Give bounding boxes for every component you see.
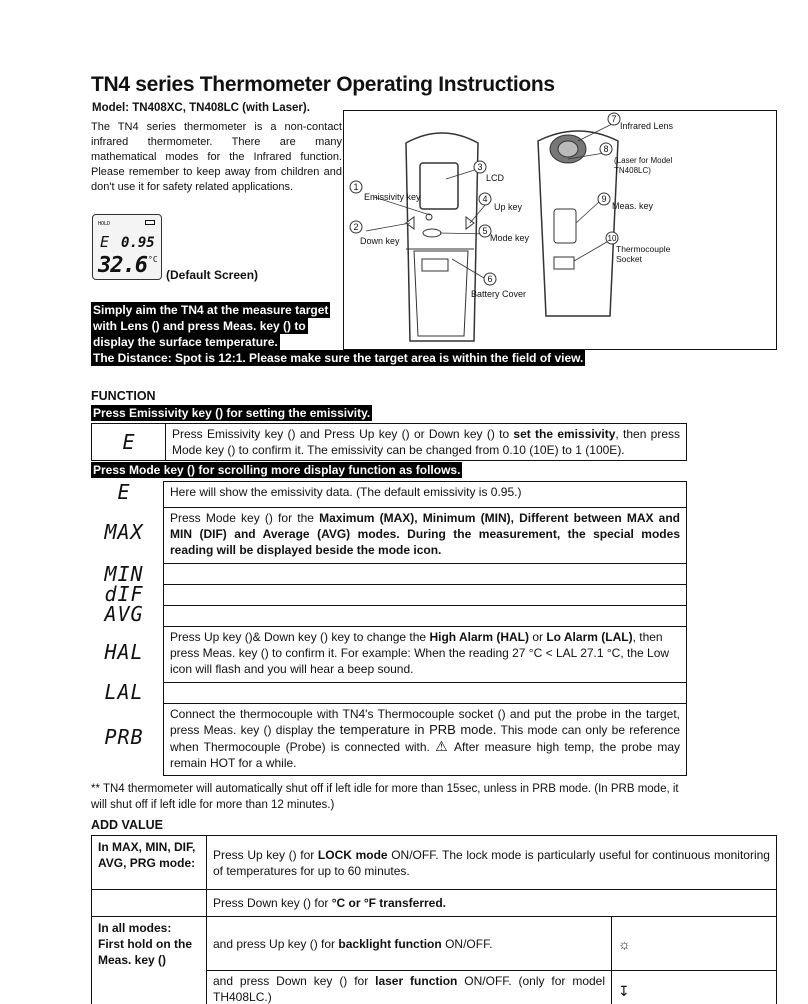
icon-min: MIN: [104, 562, 144, 586]
mode-bar: Press Mode key () for scrolling more display function as follows.: [93, 463, 461, 477]
row-prb-text: Connect the thermocouple with TN4's Thermocouple socket () and put the probe in the target, press Meas. key () display the temperature in PRB mode. This mode can only be reference when Thermocouple (Probe) is connected with. ⚠ After measure high temp, the probe may remain HOT for a while.: [164, 704, 687, 776]
battery-icon: [145, 220, 155, 225]
backlight-icon: ☼: [612, 917, 777, 971]
callout-8-num: 8: [603, 144, 609, 154]
thermocouple-socket-shape: [554, 257, 574, 269]
mode-table: [163, 481, 687, 776]
add-value-r3-label: In all modes: First hold on the Meas. key (): [92, 917, 207, 1004]
row-e-text: Here will show the emissivity data. (The default emissivity is 0.95.): [164, 482, 687, 508]
callout-3-label: LCD: [486, 173, 505, 183]
add-value-heading: ADD VALUE: [91, 818, 163, 832]
aim-line-2: with Lens () and press Meas. key () to: [93, 319, 306, 333]
callout-8-label-1: (Laser for Model: [614, 156, 673, 165]
default-screen-caption: (Default Screen): [166, 268, 259, 282]
add-value-r4-text: and press Down key () for laser function ON/OFF. (only for model TH408LC.): [207, 971, 612, 1004]
aim-line-1: Simply aim the TN4 at the measure target: [93, 303, 329, 317]
callout-10-label-2: Socket: [616, 254, 642, 264]
auto-shutoff-note: ** TN4 thermometer will automatically shut off if left idle for more than 15sec, unless in PRB mode. (In PRB mode, it will shut off if left idle for more than 12 minutes.): [91, 783, 679, 811]
callout-6-label: Battery Cover: [471, 289, 527, 299]
meas-key-shape: [554, 209, 576, 243]
icon-lal: LAL: [104, 680, 144, 704]
row-lal-empty: [164, 683, 687, 704]
callout-1-num: 1: [353, 182, 359, 192]
function-heading: FUNCTION: [91, 389, 156, 403]
row-min-empty: [164, 564, 687, 585]
add-value-r2-text: Press Down key () for °C or °F transferred.: [207, 890, 777, 917]
emissivity-bar: Press Emissivity key () for setting the emissivity.: [93, 406, 371, 420]
page-title: TN4 series Thermometer Operating Instructions: [91, 73, 555, 96]
icon-avg: AVG: [104, 602, 144, 626]
emissivity-description: Press Emissivity key () and Press Up key () or Down key () to set the emissivity, then press Mode key () to confirm it. The emissivity can be changed from 0.10 (10E) to 1 (100E).: [166, 424, 687, 461]
callout-4-num: 4: [482, 194, 488, 204]
add-value-r3-text: and press Up key () for backlight function ON/OFF.: [207, 917, 612, 971]
laser-icon: ↧: [612, 971, 777, 1004]
callout-5-num: 5: [482, 226, 488, 236]
device-diagram-svg: [344, 111, 778, 351]
model-line: Model: TN408XC, TN408LC (with Laser).: [92, 102, 310, 114]
lcd-temperature: 32.6: [98, 253, 147, 278]
callout-3-num: 3: [477, 162, 483, 172]
callout-9-label: Meas. key: [612, 201, 654, 211]
callout-2-num: 2: [353, 222, 359, 232]
add-value-r2-label-empty: [92, 890, 207, 917]
callout-5-label: Mode key: [490, 233, 530, 243]
lcd-unit: °C: [148, 255, 158, 264]
row-dif-empty: [164, 585, 687, 606]
lcd-default-screen: [92, 214, 162, 280]
callout-10-num: 10: [607, 234, 617, 243]
icon-dif: dIF: [104, 582, 144, 606]
icon-prb: PRB: [104, 725, 144, 749]
callout-7-label: Infrared Lens: [620, 121, 674, 131]
add-value-r1-label: In MAX, MIN, DIF, AVG, PRG mode:: [92, 836, 207, 890]
row-avg-empty: [164, 606, 687, 627]
callout-10-label-1: Thermocouple: [616, 244, 671, 254]
add-value-r1-text: Press Up key () for LOCK mode ON/OFF. The lock mode is particularly useful for continuous monitoring of temperatures for up to 60 minutes.: [207, 836, 777, 890]
callout-4-label: Up key: [494, 202, 523, 212]
lcd-emissivity: 0.95: [121, 235, 155, 251]
intro-paragraph: The TN4 series thermometer is a non-contact infrared thermometer. There are many mathematical modes for the Infrared function. Please remember to keep away from children and don't use it for safety related applications.: [91, 121, 342, 193]
callout-9-num: 9: [601, 194, 607, 204]
row-hal-text: Press Up key ()& Down key () key to change the High Alarm (HAL) or Lo Alarm (LAL), then press Meas. key () to confirm it. For example: When the reading 27 °C < LAL 27.1 °C, the Low icon will flash and you will hear a beep sound.: [164, 627, 687, 683]
add-value-table: [91, 835, 777, 1004]
icon-e: E: [117, 480, 131, 504]
callout-7-num: 7: [611, 114, 617, 124]
emissivity-e-icon: E: [122, 430, 135, 454]
lcd-hold-label: HOLD: [98, 221, 111, 227]
callout-8-label-2: TN408LC): [614, 166, 651, 175]
icon-max: MAX: [104, 520, 144, 544]
callout-2-label: Down key: [360, 236, 400, 246]
warning-icon: ⚠: [435, 738, 450, 754]
mode-key-shape: [423, 229, 441, 237]
device-diagram: [343, 110, 777, 350]
lcd-e-label: E: [100, 233, 110, 251]
aim-line-4: The Distance: Spot is 12:1. Please make sure the target area is within the field of view.: [93, 351, 584, 365]
row-max-text: Press Mode key () for the Maximum (MAX), Minimum (MIN), Different between MAX and MIN (DIF) and Average (AVG) modes. During the measurement, the special modes reading will be displayed beside the mode icon.: [164, 508, 687, 564]
emissivity-icon-cell: [92, 424, 166, 461]
front-lcd-window: [420, 163, 458, 209]
icon-hal: HAL: [104, 640, 144, 664]
callout-1-label: Emissivity key: [364, 192, 421, 202]
callout-6-num: 6: [487, 274, 493, 284]
aim-line-3: display the surface temperature.: [93, 335, 278, 349]
emissivity-table: [91, 423, 687, 461]
